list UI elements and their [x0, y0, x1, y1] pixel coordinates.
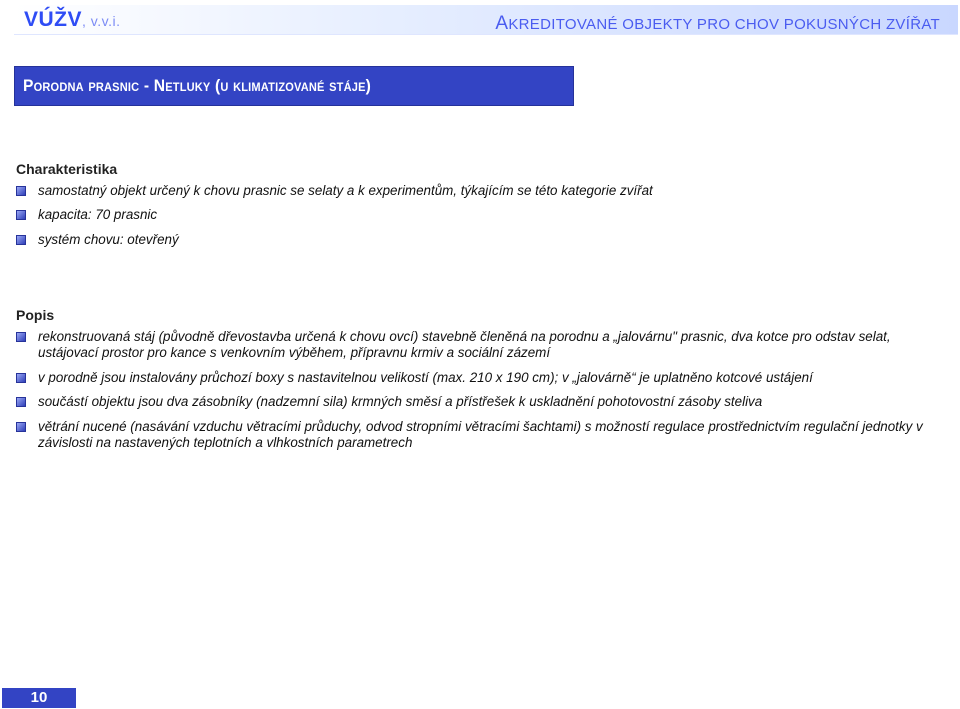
list-item-text: kapacita: 70 prasnic	[38, 207, 158, 223]
description-section	[16, 307, 936, 459]
list-item-text: rekonstruovaná stáj (původně dřevostavba určená k chovu ovcí) stavebně členěná na porodnu a „jalovárnu" prasnic, dva kotce pro odstav selat, ustájovací prostor pro kance s venkovním výběhem, přípravnu krmiv a sociální zázemí	[38, 329, 891, 361]
slide-title-bar	[14, 66, 574, 106]
description-list	[16, 329, 936, 451]
list-item	[16, 394, 936, 410]
list-item-text: samostatný objekt určený k chovu prasnic se selaty a k experimentům, týkajícím se této kategorie zvířat	[38, 183, 653, 198]
square-bullet-icon	[16, 235, 26, 245]
list-item-text: součástí objektu jsou dva zásobníky (nadzemní sila) krmných směsí a přístřešek k uskladnění pohotovostní zásoby steliva	[38, 394, 763, 410]
list-item-text: větrání nucené (nasávání vzduchu větracími průduchy, odvod stropními větracími šachtami) s možností regulace prostřednictvím regulační jednotky v závislosti na nastavených teplotních a vlhkostních parametrech	[38, 418, 923, 451]
brand-name: VÚŽV	[24, 8, 83, 31]
square-bullet-icon	[16, 397, 26, 407]
list-item	[16, 329, 936, 362]
square-bullet-icon	[16, 210, 26, 220]
square-bullet-icon	[16, 373, 26, 383]
header-bar	[14, 5, 958, 35]
square-bullet-icon	[16, 422, 26, 432]
square-bullet-icon	[16, 332, 26, 342]
list-item	[16, 232, 936, 248]
square-bullet-icon	[16, 186, 26, 196]
page-number-badge	[2, 688, 76, 708]
list-item	[16, 419, 936, 452]
list-item-text: systém chovu: otevřený	[38, 231, 179, 247]
slide-title: Porodna prasnic - Netluky (u klimatizované stáje)	[23, 76, 372, 95]
page-number: 10	[30, 689, 48, 706]
list-item	[16, 183, 936, 199]
brand-logo-text	[24, 8, 121, 32]
list-item-text: v porodně jsou instalovány průchozí boxy s nastavitelnou velikostí (max. 210 x 190 cm); v „jalovárně“ je uplatněno kotcové ustájení	[38, 369, 813, 385]
description-heading: Popis	[16, 307, 55, 323]
header-title-initial: A	[495, 13, 509, 34]
header-title-rest: KREDITOVANÉ OBJEKTY PRO CHOV POKUSNÝCH ZVÍŘAT	[508, 16, 940, 33]
characteristics-heading: Charakteristika	[16, 161, 118, 177]
brand-suffix: , v.v.i.	[82, 13, 121, 29]
characteristics-section	[16, 161, 936, 256]
list-item	[16, 207, 936, 223]
header-title	[495, 13, 940, 35]
list-item	[16, 370, 936, 386]
characteristics-list	[16, 183, 936, 248]
